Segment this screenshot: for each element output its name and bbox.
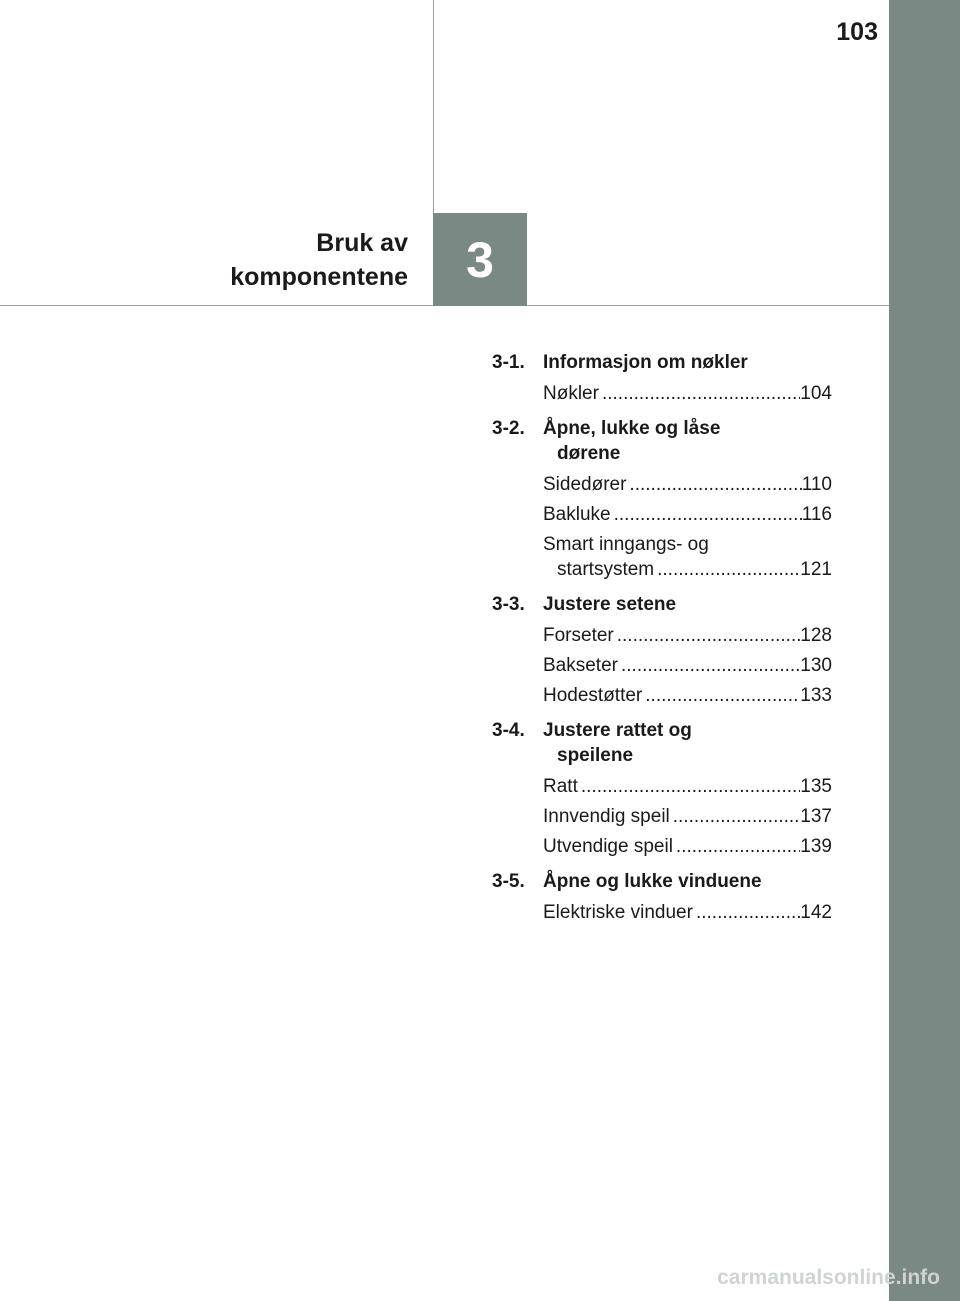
toc-section-title-text: Informasjon om nøkler <box>543 352 748 373</box>
toc-section-title <box>543 718 783 768</box>
toc-entry-label-continuation: startsystem <box>557 559 655 580</box>
toc-section-title <box>543 592 783 617</box>
toc-section-title <box>543 869 783 894</box>
toc-section-heading <box>492 592 832 617</box>
toc-leader-dots <box>599 381 800 406</box>
toc-entry-label: Smart inngangs- og <box>543 534 709 555</box>
toc-entry-label: Sidedører <box>543 474 627 495</box>
page-number: 103 <box>836 18 878 46</box>
toc-entry-page: 135 <box>800 776 832 797</box>
toc-entry[interactable] <box>543 472 832 497</box>
chapter-title-line2: komponentene <box>230 263 408 291</box>
toc-section-title-text: Åpne og lukke vinduene <box>543 871 762 892</box>
toc-entry-label: Utvendige speil <box>543 836 673 857</box>
toc-entry[interactable] <box>543 804 832 829</box>
toc-entry-label: Bakluke <box>543 504 611 525</box>
toc-entry-page: 110 <box>801 474 832 495</box>
toc-section-title-text: Åpne, lukke og låse <box>543 418 721 439</box>
toc-leader-dots <box>642 683 800 708</box>
toc-leader-dots <box>670 804 801 829</box>
toc-section-heading <box>492 350 832 375</box>
toc-entry-page: 130 <box>800 655 832 676</box>
toc-leader-dots <box>618 653 800 678</box>
table-of-contents <box>492 350 832 930</box>
toc-leader-dots <box>693 900 800 925</box>
chapter-side-bar <box>889 0 960 1301</box>
toc-section-heading <box>492 869 832 894</box>
toc-leader-dots <box>673 834 800 859</box>
toc-section-title <box>543 416 783 466</box>
toc-section-heading <box>492 416 832 466</box>
vertical-rule <box>433 0 434 213</box>
toc-entry-page: 137 <box>800 806 832 827</box>
toc-entry[interactable] <box>543 502 832 527</box>
toc-section-title-continuation: speilene <box>557 745 634 766</box>
toc-section-heading <box>492 718 832 768</box>
toc-entry-label: Hodestøtter <box>543 685 643 706</box>
toc-section-number: 3-3. <box>492 594 525 615</box>
toc-entry-page: 116 <box>801 504 832 525</box>
toc-section-title-text: Justere rattet og <box>543 720 692 741</box>
toc-entry-label: Innvendig speil <box>543 806 670 827</box>
toc-entry-label: Ratt <box>543 776 578 797</box>
chapter-title <box>150 226 408 294</box>
chapter-number-box <box>433 213 527 306</box>
watermark: carmanualsonline.info <box>717 1266 940 1289</box>
toc-entry[interactable] <box>543 381 832 406</box>
toc-entry[interactable] <box>543 774 832 799</box>
toc-entry[interactable] <box>543 653 832 678</box>
toc-entry[interactable] <box>543 623 832 648</box>
toc-section-number: 3-1. <box>492 352 525 373</box>
toc-section-number: 3-5. <box>492 871 525 892</box>
toc-entry-label: Bakseter <box>543 655 618 676</box>
chapter-title-line1: Bruk av <box>316 229 408 257</box>
toc-section-title-text: Justere setene <box>543 594 677 615</box>
toc-entry[interactable] <box>543 900 832 925</box>
chapter-number: 3 <box>466 231 494 288</box>
toc-entry-page: 139 <box>800 836 832 857</box>
toc-entry[interactable] <box>543 834 832 859</box>
toc-entry-label: Elektriske vinduer <box>543 902 693 923</box>
toc-entry-page: 104 <box>800 383 832 404</box>
toc-entry-page: 142 <box>800 902 832 923</box>
toc-entry-page: 121 <box>800 559 832 580</box>
toc-section-number: 3-2. <box>492 418 525 439</box>
toc-leader-dots <box>578 774 800 799</box>
toc-entry-page: 133 <box>800 685 832 706</box>
toc-leader-dots <box>611 502 802 527</box>
toc-entry[interactable] <box>543 683 832 708</box>
toc-entry-label: Nøkler <box>543 383 599 404</box>
toc-entry[interactable] <box>543 532 832 582</box>
toc-section-title-continuation: dørene <box>557 443 621 464</box>
toc-entry-page: 128 <box>800 625 832 646</box>
toc-section-title <box>543 350 783 375</box>
toc-leader-dots <box>626 472 801 497</box>
toc-entry-label: Forseter <box>543 625 614 646</box>
toc-leader-dots <box>614 623 801 648</box>
toc-leader-dots <box>654 557 800 582</box>
toc-section-number: 3-4. <box>492 720 525 741</box>
